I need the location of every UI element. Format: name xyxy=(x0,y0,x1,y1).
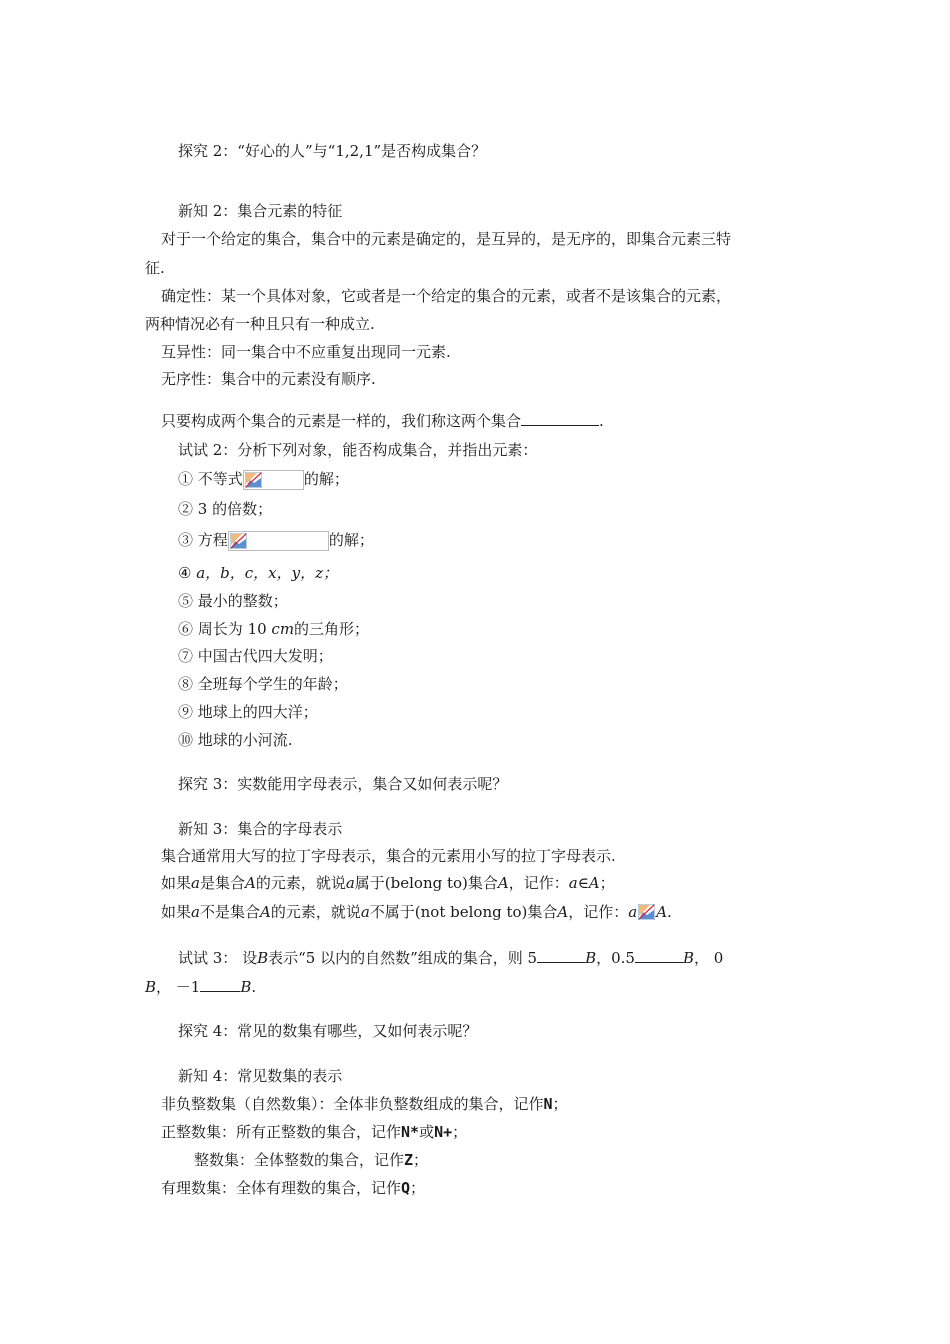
item-number: ⑨ xyxy=(178,703,194,721)
list-item xyxy=(178,619,369,639)
belong-definition xyxy=(161,873,615,893)
var-a: a xyxy=(628,903,638,921)
list-item xyxy=(178,702,318,722)
list-item xyxy=(178,730,293,750)
determinacy-text-cont: 两种情况必有一种且只有一种成立. xyxy=(145,315,375,333)
broken-image-icon xyxy=(243,470,304,490)
try-2-title: 试试 2：分析下列对象，能否构成集合，并指出元素： xyxy=(178,441,538,459)
text: 的元素，就说 xyxy=(255,874,346,892)
list-item xyxy=(178,563,338,583)
item-text: 方程 xyxy=(197,531,228,549)
symbol-N-star: N* xyxy=(401,1123,420,1141)
var-A: A xyxy=(497,874,509,892)
symbol-N: N xyxy=(543,1095,553,1113)
var-A: A xyxy=(557,903,569,921)
text: 属于(belong to)集合 xyxy=(354,874,498,892)
var-a: a xyxy=(191,903,200,921)
new-knowledge-2-title: 新知 2：集合元素的特征 xyxy=(178,202,343,220)
answer-blank[interactable] xyxy=(635,948,683,963)
text: 不是集合 xyxy=(199,903,260,921)
equal-sets-sentence xyxy=(161,411,604,431)
text: ； xyxy=(452,1123,468,1141)
unit-cm: cm xyxy=(271,620,295,638)
var-A: A xyxy=(656,903,668,921)
item-text-suffix: 的三角形； xyxy=(294,620,370,638)
answer-blank[interactable] xyxy=(537,948,585,963)
answer-blank[interactable] xyxy=(521,411,599,426)
item-number: ⑩ xyxy=(178,731,194,749)
list-item xyxy=(178,674,348,694)
list-item xyxy=(178,530,374,551)
item-number: ① xyxy=(178,470,194,488)
item-number: ⑥ xyxy=(178,620,194,638)
try-3-line1 xyxy=(178,948,723,968)
item-text: 周长为 10 xyxy=(197,620,272,638)
var-B: B xyxy=(240,978,252,996)
item-number: ⑤ xyxy=(178,592,194,610)
text: 表示“5 以内的自然数”组成的集合，则 5 xyxy=(268,949,538,967)
new-knowledge-2-paragraph: 对于一个给定的集合，集合中的元素是确定的，是互异的，是无序的，即集合元素三特 xyxy=(161,230,732,248)
var-B: B xyxy=(682,949,695,967)
text: 试试 3： 设 xyxy=(178,949,258,967)
list-item xyxy=(178,591,288,611)
var-a: a xyxy=(360,903,370,921)
text: 整数集：全体整数的集合，记作 xyxy=(194,1151,405,1169)
equal-sets-pre: 只要构成两个集合的元素是一样的，我们称这两个集合 xyxy=(161,412,522,430)
text: ， －1 xyxy=(156,978,201,996)
explore-4: 探究 4：常见的数集有哪些，又如何表示呢？ xyxy=(178,1022,478,1040)
broken-image-icon xyxy=(228,531,329,551)
explore-2: 探究 2：“好心的人”与“1,2,1”是否构成集合？ xyxy=(178,142,487,160)
equal-sets-post: . xyxy=(599,412,604,430)
item-number: ④ xyxy=(178,564,192,582)
item-text: 不等式 xyxy=(197,470,243,488)
text: . xyxy=(251,978,257,996)
text: 正整数集：所有正整数的集合，记作 xyxy=(161,1123,402,1141)
broken-image-icon xyxy=(637,903,656,923)
text: 有理数集：全体有理数的集合，记作 xyxy=(161,1179,402,1197)
item-number: ③ xyxy=(178,531,194,549)
text: 非负整数集（自然数集）：全体非负整数组成的集合，记作 xyxy=(161,1095,544,1113)
positive-integer-set xyxy=(161,1122,467,1142)
answer-blank[interactable] xyxy=(200,977,240,992)
text: ， 0 xyxy=(694,949,724,967)
var-B: B xyxy=(145,978,157,996)
item-text-suffix: 的解； xyxy=(328,531,374,549)
belong-expression: a∈A xyxy=(568,874,600,892)
not-belong-definition xyxy=(161,902,672,923)
list-item xyxy=(178,499,272,519)
text: ； xyxy=(413,1151,429,1169)
text: 不属于(not belong to)集合 xyxy=(369,903,558,921)
text: . xyxy=(667,903,672,921)
text: 或 xyxy=(419,1123,435,1141)
item-number: ② xyxy=(178,500,194,518)
text: 是集合 xyxy=(199,874,245,892)
text: ； xyxy=(599,874,615,892)
new-knowledge-4-title: 新知 4：常见数集的表示 xyxy=(178,1067,343,1085)
item-text-suffix: 的解； xyxy=(303,470,349,488)
symbol-N-plus: N+ xyxy=(434,1123,453,1141)
var-a: a xyxy=(345,874,355,892)
item-number: ⑧ xyxy=(178,675,194,693)
item-text: 最小的整数； xyxy=(197,592,288,610)
integer-set xyxy=(194,1150,428,1170)
rational-set xyxy=(161,1178,425,1198)
item-text: 全班每个学生的年龄； xyxy=(197,675,348,693)
text: ； xyxy=(410,1179,426,1197)
item-text: a，b，c，x，y，z； xyxy=(196,564,339,582)
natural-number-set xyxy=(161,1094,568,1114)
var-B: B xyxy=(585,949,597,967)
try-3-line2 xyxy=(145,977,256,997)
determinacy-text: 确定性：某一个具体对象，它或者是一个给定的集合的元素，或者不是该集合的元素， xyxy=(161,287,732,305)
explore-3: 探究 3：实数能用字母表示，集合又如何表示呢？ xyxy=(178,775,508,793)
text: 的元素，就说 xyxy=(270,903,361,921)
distinctness-text: 互异性：同一集合中不应重复出现同一元素. xyxy=(161,343,451,361)
text: ，记作： xyxy=(568,903,629,921)
text: ，0.5 xyxy=(596,949,635,967)
list-item xyxy=(178,469,349,490)
text: ，记作： xyxy=(508,874,569,892)
text: ； xyxy=(552,1095,568,1113)
var-A: A xyxy=(244,874,256,892)
item-number: ⑦ xyxy=(178,647,194,665)
item-text: 3 的倍数； xyxy=(197,500,273,518)
new-knowledge-3-paragraph: 集合通常用大写的拉丁字母表示，集合的元素用小写的拉丁字母表示. xyxy=(161,847,616,865)
var-a: a xyxy=(191,874,200,892)
unordered-text: 无序性：集合中的元素没有顺序. xyxy=(161,370,376,388)
item-text: 地球上的四大洋； xyxy=(197,703,318,721)
symbol-Z: Z xyxy=(404,1151,414,1169)
list-item xyxy=(178,646,333,666)
item-text: 中国古代四大发明； xyxy=(197,647,333,665)
item-text: 地球的小河流. xyxy=(197,731,293,749)
text: 如果 xyxy=(161,903,192,921)
new-knowledge-3-title: 新知 3：集合的字母表示 xyxy=(178,820,343,838)
new-knowledge-2-paragraph-cont: 征. xyxy=(145,259,165,277)
symbol-Q: Q xyxy=(401,1179,411,1197)
var-A: A xyxy=(259,903,271,921)
var-B: B xyxy=(257,949,269,967)
text: 如果 xyxy=(161,874,192,892)
